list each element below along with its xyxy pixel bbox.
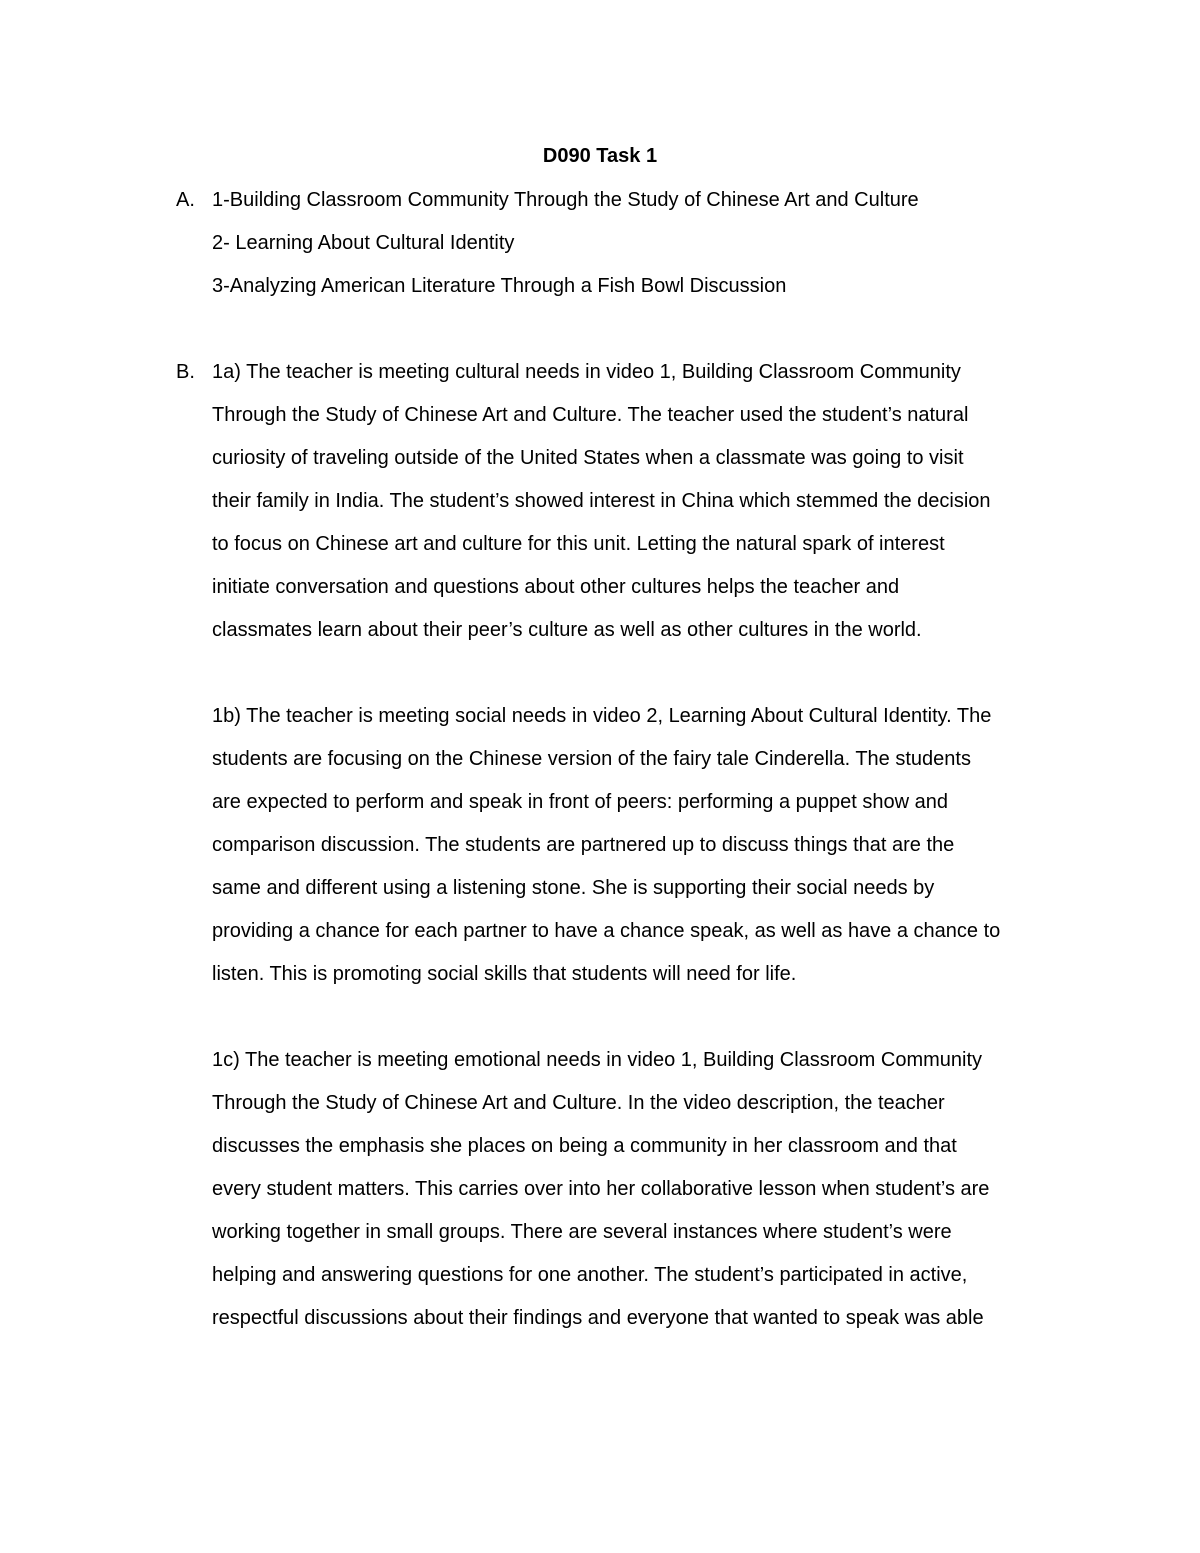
- para-1c-line: 1c) The teacher is meeting emotional needs in video 1, Building Classroom Community: [212, 1049, 983, 1071]
- para-1b-line: same and different using a listening stone. She is supporting their social needs by: [212, 877, 935, 899]
- para-1b-line: are expected to perform and speak in front of peers: performing a puppet show and: [212, 791, 948, 813]
- video-title-line: 1-Building Classroom Community Through the Study of Chinese Art and Culture: [212, 189, 919, 211]
- para-1b-line: students are focusing on the Chinese version of the fairy tale Cinderella. The students: [212, 748, 971, 770]
- para-1a-line: to focus on Chinese art and culture for this unit. Letting the natural spark of interest: [212, 533, 945, 555]
- para-1b-line: 1b) The teacher is meeting social needs in video 2, Learning About Cultural Identity. The: [212, 705, 992, 727]
- video-title-line: 3-Analyzing American Literature Through a Fish Bowl Discussion: [212, 275, 787, 297]
- para-1a-line: their family in India. The student’s showed interest in China which stemmed the decision: [212, 490, 991, 512]
- para-1a-line: curiosity of traveling outside of the United States when a classmate was going to visit: [212, 447, 964, 469]
- section-b-marker: B.: [176, 361, 195, 383]
- para-1c-line: discusses the emphasis she places on being a community in her classroom and that: [212, 1135, 957, 1157]
- para-1c-line: helping and answering questions for one another. The student’s participated in active,: [212, 1264, 968, 1286]
- para-1a-line: initiate conversation and questions about other cultures helps the teacher and: [212, 576, 900, 598]
- para-1a-line: classmates learn about their peer’s culture as well as other cultures in the world.: [212, 619, 922, 641]
- section-a-marker: A.: [176, 189, 195, 211]
- para-1b-line: providing a chance for each partner to have a chance speak, as well as have a chance to: [212, 920, 1001, 942]
- document-title: D090 Task 1: [542, 145, 658, 167]
- para-1a-line: 1a) The teacher is meeting cultural needs in video 1, Building Classroom Community: [212, 361, 961, 383]
- para-1c-line: every student matters. This carries over into her collaborative lesson when student’s are: [212, 1178, 990, 1200]
- para-1c-line: Through the Study of Chinese Art and Culture. In the video description, the teacher: [212, 1092, 945, 1114]
- para-1c-line: working together in small groups. There are several instances where student’s were: [212, 1221, 952, 1243]
- video-title-line: 2- Learning About Cultural Identity: [212, 232, 515, 254]
- para-1b-line: listen. This is promoting social skills that students will need for life.: [212, 963, 797, 985]
- para-1c-line: respectful discussions about their findings and everyone that wanted to speak was able: [212, 1307, 984, 1329]
- para-1b-line: comparison discussion. The students are partnered up to discuss things that are the: [212, 834, 955, 856]
- para-1a-line: Through the Study of Chinese Art and Culture. The teacher used the student’s natural: [212, 404, 969, 426]
